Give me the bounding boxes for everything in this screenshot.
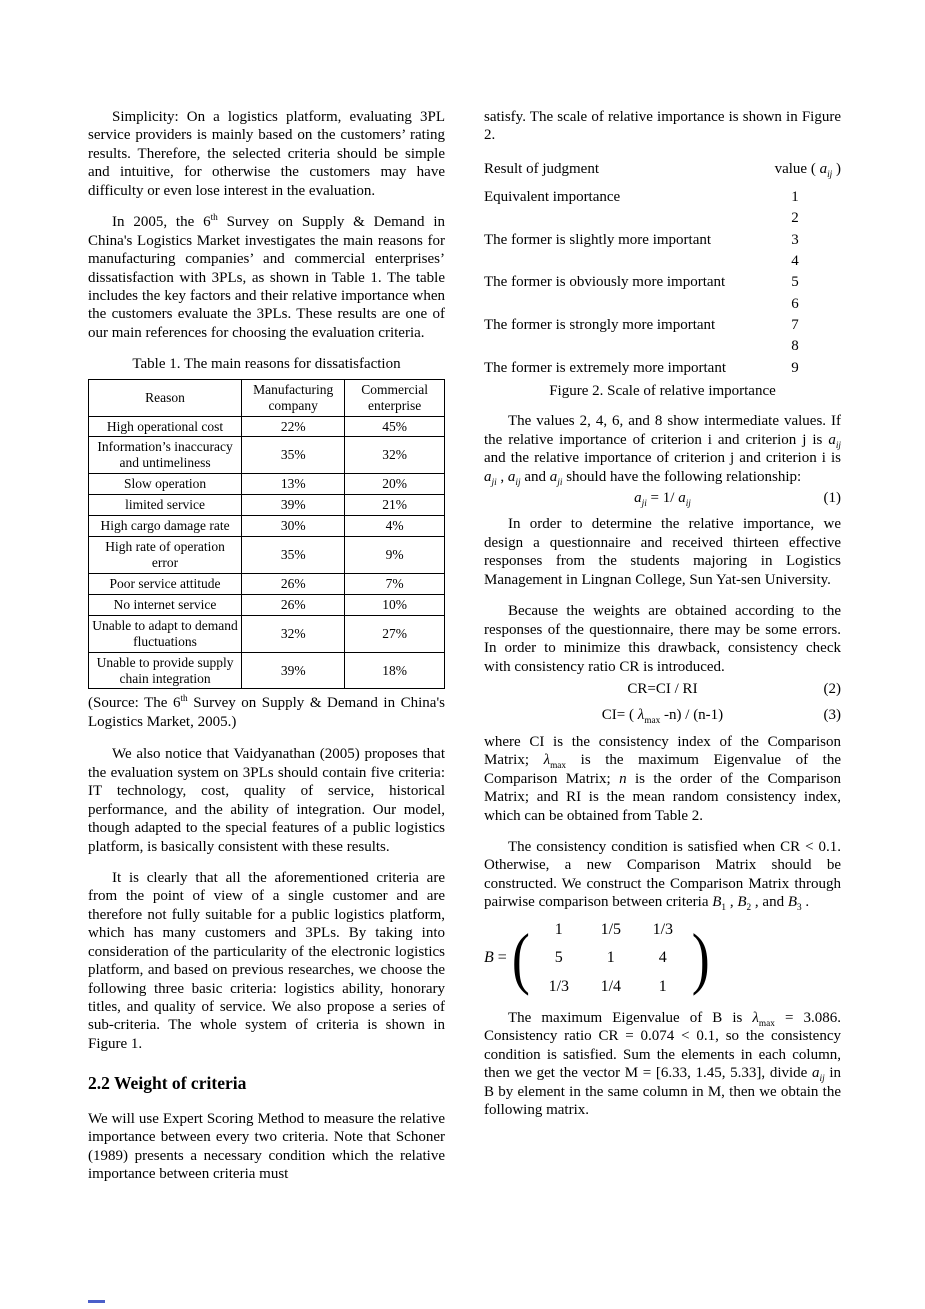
table-row bbox=[89, 495, 445, 516]
paragraph-simplicity: Simplicity: On a logistics platform, evaluating 3PL service providers is mainly based on the customers’ rating results. Therefore, the selected criteria should be simple and intuitive, for otherwise the customers may have difficulty or even lose interest in the evaluation. bbox=[88, 109, 445, 199]
paragraph-where-ci: where CI is the consistency index of the Comparison Matrix; $\lambda_{max}$ is the maximum Eigenvalue of the Comparison Matrix; n is the order of the Comparison Matrix; and RI is the mean random consistency index, which can be obtained from Table 2. bbox=[484, 733, 841, 824]
table1-cell: 35% bbox=[242, 437, 345, 474]
table-row bbox=[89, 416, 445, 437]
figure2-row bbox=[484, 251, 841, 272]
table1-cell: limited service bbox=[89, 495, 242, 516]
matrix-cell: 1/3 bbox=[548, 978, 570, 996]
figure2-row-value: 4 bbox=[791, 253, 799, 270]
figure2-row-label: Equivalent importance bbox=[484, 189, 621, 206]
table1-cell: Poor service attitude bbox=[89, 573, 242, 594]
figure2-scale-table bbox=[484, 159, 841, 400]
right-column bbox=[484, 108, 841, 1132]
matrix-cell: 4 bbox=[658, 949, 667, 967]
figure2-row-label: The former is slightly more important bbox=[484, 231, 712, 248]
table1-cell: 10% bbox=[345, 594, 445, 615]
matrix-cell: 1/5 bbox=[600, 920, 622, 938]
table-row bbox=[89, 594, 445, 615]
table1-cell: Unable to provide supply chain integration bbox=[89, 652, 242, 689]
table1-cell: 20% bbox=[345, 474, 445, 495]
figure2-row-value: 3 bbox=[791, 231, 799, 248]
figure2-row-value: 7 bbox=[791, 316, 799, 333]
figure2-row bbox=[484, 315, 841, 336]
figure2-header-value: value ( $a_{ij}$ ) bbox=[774, 160, 841, 180]
table1-cell: High operational cost bbox=[89, 416, 242, 437]
matrix-cell: 1 bbox=[606, 949, 615, 967]
figure2-row bbox=[484, 208, 841, 229]
paragraph-comparison-matrix: The consistency condition is satisfied when CR < 0.1. Otherwise, a new Comparison Matrix should be constructed. We construct the Comparison Matrix through pairwise comparison between criteria $B_1$ , $B_2$ , and $B_3$ . bbox=[484, 839, 841, 914]
paragraph-criteria-choice: It is clearly that all the aforementioned criteria are from the point of view of a single customer and are therefore not fully suitable for a public logistics platform, which has many customers and 3PLs. By taking into consideration of the particularity of the electronic logistics platform, and based on previous researches, we choose the following three basic criteria: logistics ability, honorary titles, and quality of service. We also propose a series of sub-criteria. The whole system of criteria is shown in Figure 1. bbox=[88, 869, 445, 1052]
table1-cell: 32% bbox=[242, 615, 345, 652]
table1-cell: Unable to adapt to demand fluctuations bbox=[89, 615, 242, 652]
table1-source-note: (Source: The 6th Survey on Supply & Demand in China's Logistics Market, 2005.) bbox=[88, 694, 445, 730]
equation-1-number: (1) bbox=[823, 490, 841, 507]
table1-cell: 32% bbox=[345, 437, 445, 474]
table1-cell: 35% bbox=[242, 537, 345, 574]
figure2-row-label: The former is strongly more important bbox=[484, 316, 716, 333]
figure2-row bbox=[484, 187, 841, 208]
equation-1 bbox=[484, 489, 841, 510]
paragraph-intermediate-values: The values 2, 4, 6, and 8 show intermediate values. If the relative importance of criterion i and criterion j is $a_{ij}$ and the relative importance of criterion j and criterion i is $a_{ji}$ , $a_{ij}$ and $a_{ji}$ should have the following relationship: bbox=[484, 413, 841, 488]
table1-cell: 9% bbox=[345, 537, 445, 574]
figure2-row-value: 9 bbox=[791, 359, 799, 376]
table1-cell: 26% bbox=[242, 594, 345, 615]
table1-cell: 30% bbox=[242, 516, 345, 537]
table-row bbox=[89, 537, 445, 574]
paragraph-survey-2005: In 2005, the 6th Survey on Supply & Demand in China's Logistics Market investigates the main reasons for manufacturing companies’ and commercial enterprises’ dissatisfaction with 3PLs, as shown in Table 1. The table includes the key factors and their relative importance when the customers evaluate the 3PLs. These results are one of our main references for choosing the evaluation criteria. bbox=[88, 213, 446, 341]
matrix-B bbox=[484, 920, 841, 997]
matrix-cell: 1 bbox=[554, 920, 563, 938]
table1-cell: Slow operation bbox=[89, 474, 242, 495]
table1-cell: High rate of operation error bbox=[89, 537, 242, 574]
footer-artifact bbox=[88, 1300, 105, 1303]
table1-cell: 39% bbox=[242, 652, 345, 689]
table-row bbox=[89, 474, 445, 495]
equation-2-body: CR=CI / RI bbox=[627, 680, 698, 697]
table-row bbox=[89, 516, 445, 537]
left-column bbox=[88, 108, 445, 1197]
table1-header-reason: Reason bbox=[89, 379, 242, 416]
paragraph-vaidyanathan: We also notice that Vaidyanathan (2005) proposes that the evaluation system on 3PLs should contain five criteria: IT technology, cost, quality of service, historical performance, and the ability of integration. Our model, though adapted to the special features of a public logistics platform, is basically consistent with these results. bbox=[88, 746, 445, 855]
paragraph-eigenvalue-result: The maximum Eigenvalue of B is $\lambda_{max} = 3.086$. Consistency ratio CR = 0.074 < 0.1, so the consistency condition is satisfied. Sum the elements in each column, then we get the vector M = [6.33, 1.45, 5.33], divide $a_{ij}$ in B by element in the same column in M, then we obtain the following matrix. bbox=[484, 1009, 841, 1118]
left-paren: ( bbox=[511, 919, 530, 997]
figure2-row-value: 1 bbox=[791, 189, 799, 206]
table1-dissatisfaction bbox=[88, 379, 445, 690]
table1-cell: 45% bbox=[345, 416, 445, 437]
table1-caption: Table 1. The main reasons for dissatisfaction bbox=[132, 356, 401, 373]
figure2-row-value: 6 bbox=[791, 295, 799, 312]
equation-1-body: $a_{ji} = 1/$ $a_{ij}$ bbox=[634, 490, 691, 510]
table1-cell: Information’s inaccuracy and untimeliness bbox=[89, 437, 242, 474]
figure2-row bbox=[484, 336, 841, 357]
equation-3-number: (3) bbox=[823, 707, 841, 724]
table-row bbox=[89, 652, 445, 689]
table-row bbox=[89, 615, 445, 652]
table1-cell: 39% bbox=[242, 495, 345, 516]
matrix-cell: 1/4 bbox=[600, 978, 622, 996]
table1-cell: 18% bbox=[345, 652, 445, 689]
paragraph-expert-scoring: We will use Expert Scoring Method to measure the relative importance between every two criteria. Note that Schoner (1989) presents a necessary condition which the relative importance between criteria must bbox=[88, 1110, 445, 1183]
table1-cell: 26% bbox=[242, 573, 345, 594]
table1-header-manufacturing: Manufacturing company bbox=[242, 379, 345, 416]
figure2-row-label: The former is obviously more important bbox=[484, 274, 726, 291]
matrix-B-label: B = bbox=[484, 949, 507, 967]
figure2-header-judgment: Result of judgment bbox=[484, 160, 599, 177]
table-row bbox=[89, 437, 445, 474]
paragraph-questionnaire: In order to determine the relative importance, we design a questionnaire and received thirteen effective responses from the students majoring in Logistics Management in Lingnan College, Sun Yat-sen University. bbox=[484, 516, 841, 588]
table1-cell: No internet service bbox=[89, 594, 242, 615]
figure2-row bbox=[484, 230, 841, 251]
figure2-caption: Figure 2. Scale of relative importance bbox=[549, 382, 776, 399]
figure2-row-value: 5 bbox=[791, 274, 799, 291]
equation-3 bbox=[484, 706, 841, 727]
table1-cell: High cargo damage rate bbox=[89, 516, 242, 537]
table1-cell: 21% bbox=[345, 495, 445, 516]
figure2-row-value: 2 bbox=[791, 210, 799, 227]
paragraph-satisfy-continuation: satisfy. The scale of relative importance is shown in Figure 2. bbox=[484, 109, 841, 144]
figure2-row-label: The former is extremely more important bbox=[484, 359, 726, 376]
matrix-cell: 1/3 bbox=[652, 920, 674, 938]
equation-2 bbox=[484, 680, 841, 698]
figure2-row bbox=[484, 272, 841, 293]
table1-header-commercial: Commercial enterprise bbox=[345, 379, 445, 416]
right-paren: ) bbox=[691, 919, 710, 997]
section-heading-weight-of-criteria: 2.2 Weight of criteria bbox=[88, 1073, 247, 1094]
table1-cell: 13% bbox=[242, 474, 345, 495]
figure2-header-row bbox=[484, 159, 841, 180]
table1-header-row bbox=[89, 379, 445, 416]
table1-cell: 22% bbox=[242, 416, 345, 437]
matrix-cell: 1 bbox=[658, 978, 667, 996]
table1-cell: 27% bbox=[345, 615, 445, 652]
figure2-row bbox=[484, 294, 841, 315]
paragraph-consistency-check: Because the weights are obtained according to the responses of the questionnaire, there may be some errors. In order to minimize this drawback, consistency check with consistency ratio CR is introduced. bbox=[484, 603, 841, 675]
matrix-cell: 5 bbox=[554, 949, 563, 967]
table1-cell: 7% bbox=[345, 573, 445, 594]
matrix-B-grid bbox=[533, 920, 689, 997]
equation-2-number: (2) bbox=[823, 680, 841, 697]
figure2-row-value: 8 bbox=[791, 338, 799, 355]
table1-cell: 4% bbox=[345, 516, 445, 537]
table-row bbox=[89, 573, 445, 594]
equation-3-body: CI= ( $\lambda_{max}$ -n) / (n-1) bbox=[601, 707, 724, 727]
figure2-row bbox=[484, 358, 841, 379]
